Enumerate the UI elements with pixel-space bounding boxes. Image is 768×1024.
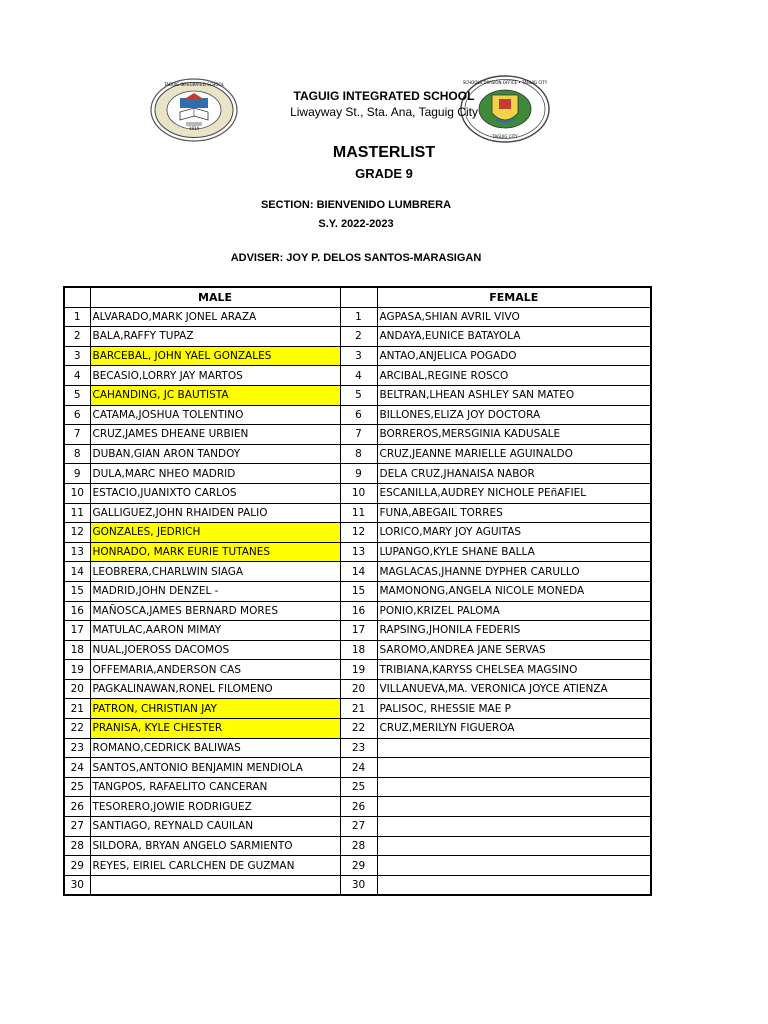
female-number-cell: 11 (340, 503, 377, 523)
male-number-cell: 20 (64, 679, 90, 699)
male-number-cell: 13 (64, 542, 90, 562)
female-name-cell: LUPANGO,KYLE SHANE BALLA (377, 542, 651, 562)
adviser-name: ADVISER: JOY P. DELOS SANTOS-MARASIGAN (230, 252, 482, 264)
table-row (64, 797, 651, 817)
male-name-cell: ROMANO,CEDRICK BALIWAS (90, 738, 340, 758)
female-name-cell: MAMONONG,ANGELA NICOLE MONEDA (377, 581, 651, 601)
female-name-cell (377, 758, 651, 778)
table-row (64, 836, 651, 856)
table-row (64, 405, 651, 425)
male-name-cell: TESORERO,JOWIE RODRIGUEZ (90, 797, 340, 817)
female-name-cell: VILLANUEVA,MA. VERONICA JOYCE ATIENZA (377, 679, 651, 699)
female-number-cell: 20 (340, 679, 377, 699)
male-name-cell: PATRON, CHRISTIAN JAY (90, 699, 340, 719)
table-row (64, 385, 651, 405)
male-name-cell: MADRID,JOHN DENZEL - (90, 581, 340, 601)
female-name-cell: ANTAO,ANJELICA POGADO (377, 346, 651, 366)
female-name-cell (377, 777, 651, 797)
section-name: SECTION: BIENVENIDO LUMBRERA (260, 199, 452, 211)
male-name-cell: SANTOS,ANTONIO BENJAMIN MENDIOLA (90, 758, 340, 778)
male-number-header (64, 287, 90, 307)
male-number-cell: 18 (64, 640, 90, 660)
female-name-cell: FUNA,ABEGAIL TORRES (377, 503, 651, 523)
school-year: S.Y. 2022-2023 (318, 218, 394, 230)
male-name-cell: PRANISA, KYLE CHESTER (90, 719, 340, 739)
female-number-cell: 22 (340, 719, 377, 739)
female-number-cell: 5 (340, 385, 377, 405)
table-row (64, 777, 651, 797)
table-row (64, 346, 651, 366)
male-number-cell: 12 (64, 523, 90, 543)
grade-level: GRADE 9 (355, 166, 413, 181)
table-row (64, 719, 651, 739)
female-name-cell: SAROMO,ANDREA JANE SERVAS (377, 640, 651, 660)
female-number-cell: 25 (340, 777, 377, 797)
female-number-cell: 24 (340, 758, 377, 778)
male-number-cell: 30 (64, 875, 90, 895)
male-number-cell: 22 (64, 719, 90, 739)
male-name-cell: MATULAC,AARON MIMAY (90, 621, 340, 641)
female-number-cell: 3 (340, 346, 377, 366)
male-number-cell: 5 (64, 385, 90, 405)
male-name-cell: DULA,MARC NHEO MADRID (90, 464, 340, 484)
male-name-cell: MAÑOSCA,JAMES BERNARD MORES (90, 601, 340, 621)
table-row (64, 640, 651, 660)
female-number-cell: 9 (340, 464, 377, 484)
female-number-cell: 30 (340, 875, 377, 895)
female-number-cell: 6 (340, 405, 377, 425)
male-name-cell: BARCEBAL, JOHN YAEL GONZALES (90, 346, 340, 366)
female-number-cell: 12 (340, 523, 377, 543)
page-title: MASTERLIST (332, 144, 436, 161)
male-number-cell: 28 (64, 836, 90, 856)
table-body (64, 307, 651, 895)
male-name-cell: GALLIGUEZ,JOHN RHAIDEN PALIO (90, 503, 340, 523)
male-number-cell: 14 (64, 562, 90, 582)
female-number-cell: 13 (340, 542, 377, 562)
female-number-cell: 27 (340, 817, 377, 837)
female-name-cell: ARCIBAL,REGINE ROSCO (377, 366, 651, 386)
table-row (64, 581, 651, 601)
female-number-cell: 26 (340, 797, 377, 817)
male-column-header: MALE (90, 287, 340, 307)
table-row (64, 817, 651, 837)
male-name-cell: CATAMA,JOSHUA TOLENTINO (90, 405, 340, 425)
female-number-cell: 21 (340, 699, 377, 719)
female-name-cell: MAGLACAS,JHANNE DYPHER CARULLO (377, 562, 651, 582)
male-number-cell: 11 (64, 503, 90, 523)
male-number-cell: 24 (64, 758, 90, 778)
female-number-cell: 18 (340, 640, 377, 660)
table-row (64, 523, 651, 543)
female-name-cell (377, 856, 651, 876)
female-number-cell: 28 (340, 836, 377, 856)
female-number-cell: 16 (340, 601, 377, 621)
female-column-header: FEMALE (377, 287, 651, 307)
male-number-cell: 2 (64, 327, 90, 347)
table-row (64, 601, 651, 621)
male-number-cell: 7 (64, 425, 90, 445)
male-name-cell: NUAL,JOEROSS DACOMOS (90, 640, 340, 660)
male-name-cell: SANTIAGO, REYNALD CAUILAN (90, 817, 340, 837)
male-name-cell: DUBAN,GIAN ARON TANDOY (90, 444, 340, 464)
table-row (64, 327, 651, 347)
female-name-cell: CRUZ,MERILYN FIGUEROA (377, 719, 651, 739)
table-row (64, 738, 651, 758)
female-number-header (340, 287, 377, 307)
male-number-cell: 19 (64, 660, 90, 680)
male-name-cell: ESTACIO,JUANIXTO CARLOS (90, 483, 340, 503)
female-name-cell: TRIBIANA,KARYSS CHELSEA MAGSINO (377, 660, 651, 680)
male-number-cell: 6 (64, 405, 90, 425)
male-number-cell: 27 (64, 817, 90, 837)
seal-bottom-text: TAGUIG CITY (492, 134, 518, 139)
male-name-cell: SILDORA, BRYAN ANGELO SARMIENTO (90, 836, 340, 856)
male-number-cell: 23 (64, 738, 90, 758)
seal-ring-text: TAGUIG INTEGRATED SCHOOL (164, 82, 224, 87)
table-row (64, 856, 651, 876)
male-number-cell: 15 (64, 581, 90, 601)
male-name-cell: LEOBRERA,CHARLWIN SIAGA (90, 562, 340, 582)
male-number-cell: 9 (64, 464, 90, 484)
table-row (64, 699, 651, 719)
male-name-cell: BALA,RAFFY TUPAZ (90, 327, 340, 347)
male-number-cell: 16 (64, 601, 90, 621)
school-name: TAGUIG INTEGRATED SCHOOL (293, 89, 475, 103)
table-row (64, 307, 651, 327)
female-number-cell: 23 (340, 738, 377, 758)
table-row (64, 679, 651, 699)
female-name-cell (377, 797, 651, 817)
female-name-cell (377, 875, 651, 895)
male-name-cell: BECASIO,LORRY JAY MARTOS (90, 366, 340, 386)
male-name-cell: CRUZ,JAMES DHEANE URBIEN (90, 425, 340, 445)
table-row (64, 660, 651, 680)
table-row (64, 758, 651, 778)
female-name-cell (377, 738, 651, 758)
female-name-cell: BORREROS,MERSGINIA KADUSALE (377, 425, 651, 445)
male-name-cell: ALVARADO,MARK JONEL ARAZA (90, 307, 340, 327)
table-row (64, 444, 651, 464)
male-number-cell: 4 (64, 366, 90, 386)
male-name-cell: TANGPOS, RAFAELITO CANCERAN (90, 777, 340, 797)
female-number-cell: 10 (340, 483, 377, 503)
female-name-cell: ESCANILLA,AUDREY NICHOLE PEñAFIEL (377, 483, 651, 503)
female-name-cell: PONIO,KRIZEL PALOMA (377, 601, 651, 621)
school-address: Liwayway St., Sta. Ana, Taguig City (290, 105, 478, 119)
female-number-cell: 4 (340, 366, 377, 386)
female-number-cell: 1 (340, 307, 377, 327)
female-number-cell: 2 (340, 327, 377, 347)
male-number-cell: 8 (64, 444, 90, 464)
male-name-cell: CAHANDING, JC BAUTISTA (90, 385, 340, 405)
female-name-cell: CRUZ,JEANNE MARIELLE AGUINALDO (377, 444, 651, 464)
male-name-cell: PAGKALINAWAN,RONEL FILOMENO (90, 679, 340, 699)
male-number-cell: 17 (64, 621, 90, 641)
female-name-cell: BELTRAN,LHEAN ASHLEY SAN MATEO (377, 385, 651, 405)
table-row (64, 425, 651, 445)
male-name-cell: HONRADO, MARK EURIE TUTANES (90, 542, 340, 562)
seal-year-text: 1914 (188, 126, 200, 131)
female-number-cell: 8 (340, 444, 377, 464)
female-number-cell: 17 (340, 621, 377, 641)
table-row (64, 621, 651, 641)
female-name-cell: ANDAYA,EUNICE BATAYOLA (377, 327, 651, 347)
male-number-cell: 21 (64, 699, 90, 719)
male-name-cell: GONZALES, JEDRICH (90, 523, 340, 543)
male-number-cell: 3 (64, 346, 90, 366)
female-name-cell (377, 817, 651, 837)
table-row (64, 503, 651, 523)
female-name-cell: LORICO,MARY JOY AGUITAS (377, 523, 651, 543)
male-name-cell: REYES, EIRIEL CARLCHEN DE GUZMAN (90, 856, 340, 876)
table-row (64, 542, 651, 562)
female-name-cell: BILLONES,ELIZA JOY DOCTORA (377, 405, 651, 425)
female-number-cell: 19 (340, 660, 377, 680)
male-name-cell (90, 875, 340, 895)
male-number-cell: 29 (64, 856, 90, 876)
male-number-cell: 26 (64, 797, 90, 817)
male-number-cell: 25 (64, 777, 90, 797)
female-number-cell: 15 (340, 581, 377, 601)
female-number-cell: 7 (340, 425, 377, 445)
table-row (64, 562, 651, 582)
seal-ring-text: SCHOOLS DIVISION OFFICE • TAGUIG CITY (462, 80, 548, 85)
female-name-cell: AGPASA,SHIAN AVRIL VIVO (377, 307, 651, 327)
male-name-cell: OFFEMARIA,ANDERSON CAS (90, 660, 340, 680)
masterlist-table (63, 286, 652, 896)
female-name-cell (377, 836, 651, 856)
female-name-cell: PALISOC, RHESSIE MAE P (377, 699, 651, 719)
female-name-cell: DELA CRUZ,JHANAISA NABOR (377, 464, 651, 484)
table-row (64, 464, 651, 484)
table-header-row (64, 287, 651, 307)
table-row (64, 483, 651, 503)
female-number-cell: 29 (340, 856, 377, 876)
female-number-cell: 14 (340, 562, 377, 582)
table-row (64, 366, 651, 386)
table-row (64, 875, 651, 895)
male-number-cell: 1 (64, 307, 90, 327)
female-name-cell: RAPSING,JHONILA FEDERIS (377, 621, 651, 641)
male-number-cell: 10 (64, 483, 90, 503)
